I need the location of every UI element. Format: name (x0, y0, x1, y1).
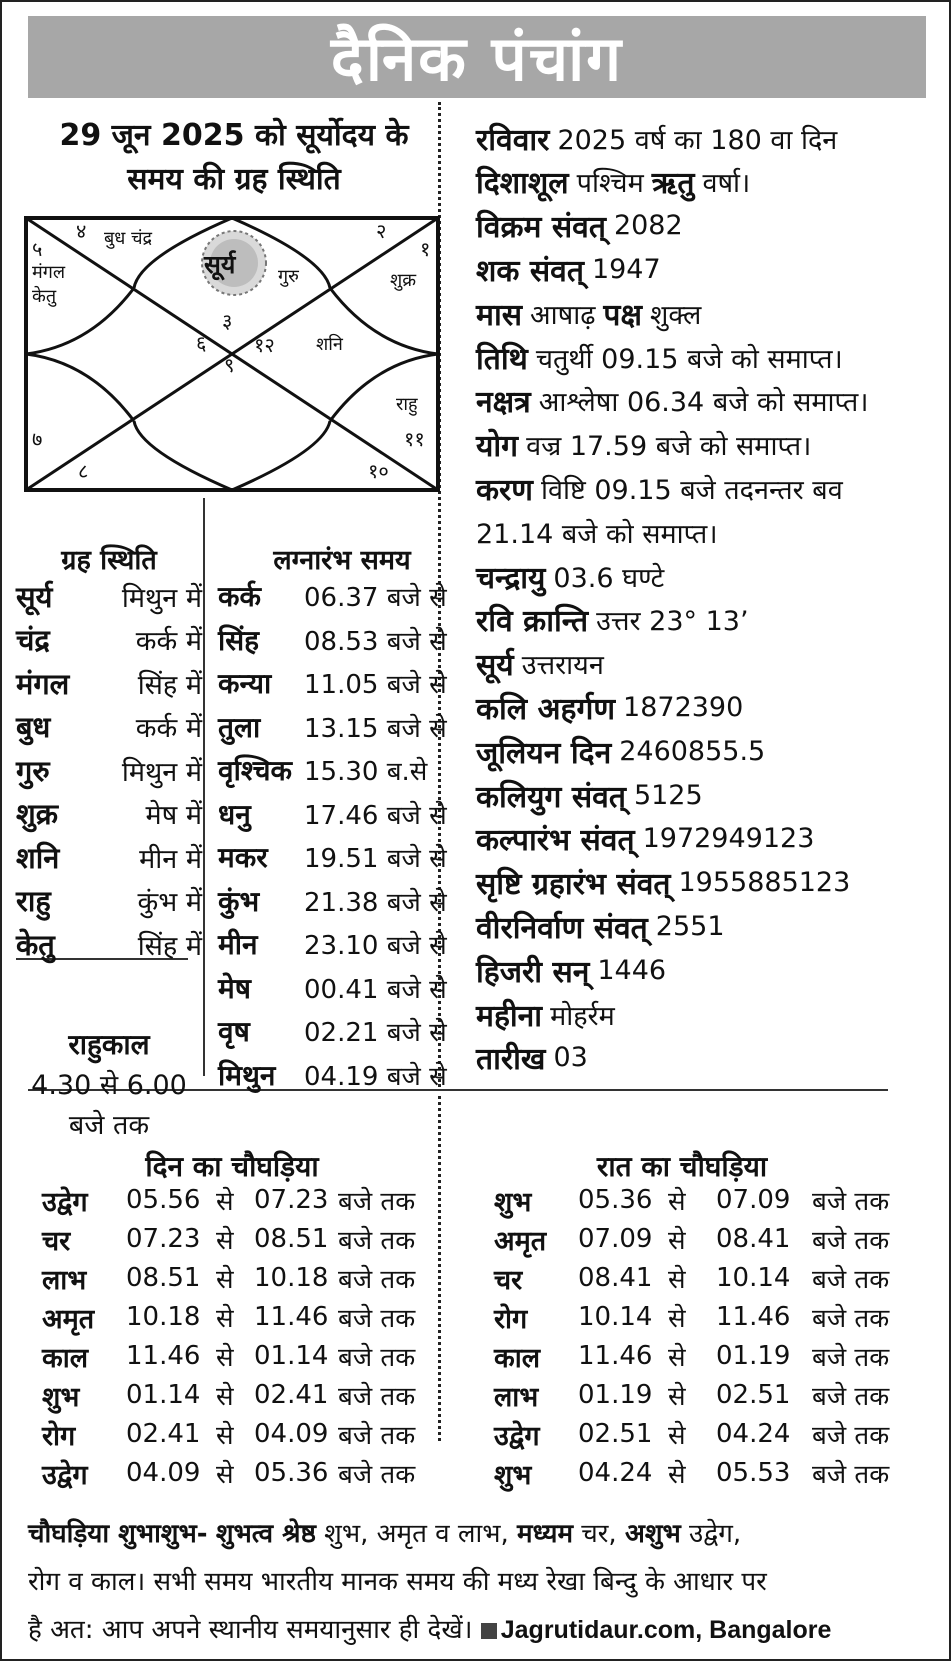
info-row (476, 465, 946, 511)
info-value: वज्र 17.59 बजे को समाप्त। (526, 431, 812, 463)
choghadiya-row (494, 1219, 889, 1259)
planet-rahu: राहु (396, 394, 418, 415)
choghadiya-till: बजे तक (338, 1343, 416, 1373)
choghadiya-till: बजे तक (812, 1265, 890, 1295)
footer-line3-text: है अत: आप अपने स्थानीय समयानुसार ही देखें। (28, 1615, 473, 1645)
choghadiya-till: बजे तक (338, 1460, 416, 1490)
info-label: करण (476, 472, 533, 508)
choghadiya-row (42, 1336, 415, 1376)
chart-heading (14, 114, 454, 202)
choghadiya-row (42, 1219, 415, 1259)
choghadiya-till: बजे तक (812, 1460, 890, 1490)
grah-sign: सिंह में (137, 930, 202, 962)
choghadiya-to: 08.41 (716, 1224, 791, 1254)
lagna-rashi: मिथुन (218, 1058, 276, 1092)
info-label: पक्ष (603, 297, 642, 333)
lagna-row (218, 922, 466, 966)
lagna-row (218, 618, 466, 662)
choghadiya-row (42, 1375, 415, 1415)
info-value: 1947 (591, 253, 661, 285)
lagna-rashi: कुंभ (218, 884, 260, 918)
lagna-row (218, 879, 466, 923)
info-row (476, 860, 946, 906)
din-choghadiya-heading: दिन का चौघड़िया (145, 1150, 319, 1183)
info-label: सृष्टि ग्रहारंभ संवत् (476, 867, 671, 903)
footer-madhyam-label: मध्यम (517, 1519, 573, 1549)
grah-planet: शनि (16, 840, 60, 875)
info-value: 5125 (633, 779, 703, 811)
choghadiya-name: काल (494, 1342, 541, 1374)
footer-note (28, 1510, 936, 1654)
info-label: दिशाशूल (476, 166, 569, 202)
info-value: उत्तरायन (521, 650, 604, 682)
info-value: 03 (553, 1042, 588, 1074)
info-value: वर्षा। (702, 168, 751, 200)
choghadiya-from: 04.09 (126, 1458, 201, 1488)
choghadiya-to: 02.51 (716, 1380, 791, 1410)
choghadiya-row (42, 1258, 415, 1298)
info-row (476, 334, 946, 380)
info-value: उत्तर 23° 13’ (596, 606, 749, 638)
house-number-11: ११ (404, 427, 425, 451)
grah-planet: चंद्र (16, 623, 50, 657)
choghadiya-till: बजे तक (338, 1382, 416, 1412)
choghadiya-se: से (668, 1304, 686, 1334)
lagna-rashi: धनु (218, 797, 251, 831)
info-row (476, 1035, 946, 1081)
info-row (476, 159, 946, 205)
page-title: दैनिक पंचांग (330, 22, 624, 95)
planet-mangal: मंगल (32, 262, 66, 283)
rahukaal-heading: राहुकाल (68, 1028, 150, 1061)
grah-sign: मीन में (139, 843, 202, 875)
lagna-time: 00.41 बजे से (304, 974, 447, 1005)
house-number-5: ५ (32, 237, 43, 261)
info-label: कलि अहर्गण (476, 691, 616, 727)
choghadiya-se: से (216, 1304, 234, 1334)
info-label: हिजरी सन् (476, 954, 590, 990)
choghadiya-till: बजे तक (812, 1382, 890, 1412)
choghadiya-to: 10.14 (716, 1263, 791, 1293)
choghadiya-se: से (216, 1226, 234, 1256)
choghadiya-till: बजे तक (812, 1421, 890, 1451)
grah-planet: सूर्य (16, 579, 53, 614)
info-value: 2460855.5 (619, 735, 766, 767)
choghadiya-till: बजे तक (338, 1304, 416, 1334)
choghadiya-se: से (216, 1343, 234, 1373)
choghadiya-row (42, 1414, 415, 1454)
choghadiya-till: बजे तक (812, 1187, 890, 1217)
lagna-row (218, 1053, 466, 1097)
kundli-petal-right (330, 288, 438, 421)
info-row (476, 422, 946, 468)
raat-choghadiya-heading: रात का चौघड़िया (596, 1150, 768, 1183)
lagna-row (218, 1009, 466, 1053)
footer-shubhatva-value: शुभ, अमृत व लाभ, (324, 1519, 509, 1549)
info-label: कल्पारंभ संवत् (476, 823, 635, 859)
choghadiya-row (494, 1375, 889, 1415)
info-row (476, 641, 946, 687)
choghadiya-name: शुभ (494, 1186, 532, 1218)
grah-planet: गुरु (16, 753, 50, 788)
info-label: वीरनिर्वाण संवत् (476, 910, 648, 946)
choghadiya-from: 11.46 (578, 1341, 653, 1371)
kundli-petal-left (26, 288, 134, 421)
footer-line1 (28, 1510, 936, 1558)
choghadiya-to: 07.23 (254, 1185, 329, 1215)
info-row (476, 772, 946, 818)
choghadiya-from: 01.19 (578, 1380, 653, 1410)
planet-budh-chandra: बुध चंद्र (104, 228, 153, 249)
choghadiya-name: उद्वेग (42, 1186, 88, 1218)
choghadiya-to: 01.14 (254, 1341, 329, 1371)
grah-sign: मिथुन में (121, 756, 202, 788)
choghadiya-to: 05.36 (254, 1458, 329, 1488)
info-value: पश्चिम (576, 168, 644, 200)
footer-label: चौघड़िया शुभाशुभ- (28, 1519, 208, 1549)
grah-sign: कुंभ में (137, 887, 202, 918)
grah-sign: मेष में (145, 800, 202, 831)
info-row (476, 903, 946, 949)
divider-left-columns (203, 498, 205, 1076)
lagna-row (218, 748, 466, 792)
lagna-rashi: मीन (218, 928, 258, 961)
info-label: नक्षत्र (476, 385, 531, 421)
lagna-row (218, 705, 466, 749)
info-row (476, 991, 946, 1037)
info-value: विष्टि 09.15 बजे तदनन्तर बव (541, 474, 843, 506)
choghadiya-se: से (668, 1382, 686, 1412)
grah-sign: कर्क में (135, 626, 202, 657)
planet-surya: सूर्य (204, 250, 236, 279)
house-number-12: १२ (254, 333, 275, 357)
info-value: मोहर्रम (550, 1000, 615, 1032)
choghadiya-from: 02.51 (578, 1419, 653, 1449)
info-value: आषाढ़ (530, 299, 596, 331)
choghadiya-from: 08.51 (126, 1263, 201, 1293)
info-row (476, 203, 946, 249)
choghadiya-from: 10.14 (578, 1302, 653, 1332)
lagna-time: 11.05 बजे से (304, 670, 447, 700)
info-label: सूर्य (476, 648, 514, 684)
planet-guru: गुरु (278, 266, 299, 287)
choghadiya-from: 10.18 (126, 1302, 201, 1332)
choghadiya-se: से (668, 1343, 686, 1373)
grah-sign: मिथुन में (121, 582, 202, 614)
info-row (476, 290, 946, 336)
lagna-row (218, 966, 466, 1010)
choghadiya-se: से (668, 1265, 686, 1295)
choghadiya-to: 04.24 (716, 1419, 791, 1449)
info-row (476, 816, 946, 862)
choghadiya-from: 04.24 (578, 1458, 653, 1488)
house-number-1: १ (420, 237, 431, 261)
info-value: 2025 वर्ष का 180 वा दिन (557, 124, 838, 156)
grah-row (16, 748, 202, 792)
info-label: विक्रम संवत् (476, 210, 606, 246)
info-row (476, 597, 946, 643)
kundli-chart (24, 216, 440, 492)
house-number-4: ४ (76, 219, 87, 243)
choghadiya-row (494, 1297, 889, 1337)
footer-shubhatva-label: शुभत्व श्रेष्ठ (215, 1519, 316, 1549)
info-value: शुक्ल (649, 299, 702, 331)
choghadiya-name: शुभ (42, 1381, 80, 1413)
grah-row (16, 574, 202, 618)
choghadiya-se: से (216, 1265, 234, 1295)
title-banner (28, 16, 926, 98)
footer-site-text: Jagrutidaur.com, Bangalore (500, 1616, 832, 1644)
choghadiya-from: 02.41 (126, 1419, 201, 1449)
footer-ashubh-label: अशुभ (624, 1519, 681, 1549)
info-value: 1972949123 (642, 823, 815, 855)
choghadiya-to: 11.46 (254, 1302, 329, 1332)
choghadiya-till: बजे तक (338, 1226, 416, 1256)
house-number-7: ७ (32, 427, 43, 451)
choghadiya-name: लाभ (42, 1264, 87, 1296)
info-label: तारीख (476, 1042, 546, 1078)
info-label: शक संवत् (476, 253, 584, 289)
info-label: तिथि (476, 341, 528, 377)
lagna-time: 04.19 बजे से (304, 1061, 447, 1092)
info-value: 1955885123 (678, 867, 851, 899)
choghadiya-to: 10.18 (254, 1263, 329, 1293)
grah-row (16, 922, 202, 966)
square-bullet-icon (481, 1623, 497, 1639)
lagna-time: 17.46 बजे से (304, 800, 447, 831)
info-value: 2082 (613, 210, 683, 242)
lagna-rashi: तुला (218, 710, 261, 744)
grah-planet: मंगल (16, 666, 70, 701)
lagna-rashi: सिंह (218, 623, 260, 657)
choghadiya-row (42, 1453, 415, 1493)
choghadiya-se: से (668, 1226, 686, 1256)
choghadiya-from: 11.46 (126, 1341, 201, 1371)
choghadiya-se: से (216, 1187, 234, 1217)
info-value: 1872390 (623, 691, 744, 723)
grah-row (16, 792, 202, 836)
info-label: कलियुग संवत् (476, 779, 626, 815)
lagna-heading: लग्नारंभ समय (273, 545, 411, 576)
lagna-rashi: वृष (218, 1015, 250, 1048)
choghadiya-till: बजे तक (812, 1304, 890, 1334)
choghadiya-se: से (216, 1421, 234, 1451)
lagna-time: 08.53 बजे से (304, 626, 447, 657)
grah-sign: सिंह में (137, 669, 202, 701)
house-number-8: ८ (78, 459, 89, 483)
choghadiya-name: उद्वेग (42, 1459, 88, 1491)
lagna-rashi: मकर (218, 841, 268, 874)
chart-heading-line1: 29 जून 2025 को सूर्योदय के (59, 118, 409, 153)
choghadiya-row (494, 1414, 889, 1454)
choghadiya-from: 08.41 (578, 1263, 653, 1293)
info-row (476, 728, 946, 774)
lagna-row (218, 792, 466, 836)
planet-shukra: शुक्र (390, 270, 417, 291)
footer-line3 (28, 1606, 936, 1654)
choghadiya-row (494, 1180, 889, 1220)
choghadiya-to: 07.09 (716, 1185, 791, 1215)
rahukaal-time: 4.30 से 6.00 (31, 1070, 187, 1101)
rahukaal-block (16, 1024, 202, 1146)
choghadiya-till: बजे तक (812, 1226, 890, 1256)
grah-sign: कर्क में (135, 713, 202, 744)
lagna-time: 15.30 ब.से (304, 757, 428, 787)
choghadiya-name: उद्वेग (494, 1420, 540, 1452)
lagna-time: 23.10 बजे से (304, 931, 447, 961)
choghadiya-from: 05.56 (126, 1185, 201, 1215)
info-value: 2551 (655, 910, 725, 942)
house-number-3: ३ (222, 309, 233, 333)
choghadiya-to: 02.41 (254, 1380, 329, 1410)
grah-planet: केतु (16, 927, 55, 962)
lagna-row (218, 661, 466, 705)
choghadiya-till: बजे तक (812, 1343, 890, 1373)
footer-madhyam-value: चर, (581, 1519, 617, 1549)
dotted-divider-bottom (438, 1096, 441, 1441)
lagna-row (218, 574, 466, 618)
choghadiya-se: से (216, 1460, 234, 1490)
kundli-petal-bottom (134, 421, 330, 490)
choghadiya-row (42, 1180, 415, 1220)
lagna-time: 06.37 बजे से (304, 583, 447, 613)
info-label: जूलियन दिन (476, 735, 612, 771)
footer-ashubh-value: उद्वेग, (689, 1519, 742, 1549)
grah-row (16, 661, 202, 705)
info-value: 1446 (597, 954, 667, 986)
choghadiya-name: चर (42, 1225, 71, 1257)
grah-row (16, 835, 202, 879)
choghadiya-name: रोग (494, 1303, 528, 1335)
lagna-time: 19.51 बजे से (304, 844, 447, 874)
choghadiya-row (494, 1336, 889, 1376)
info-label: रवि क्रान्ति (476, 604, 589, 640)
choghadiya-row (494, 1453, 889, 1493)
choghadiya-to: 05.53 (716, 1458, 791, 1488)
info-row (476, 378, 946, 424)
choghadiya-name: लाभ (494, 1381, 539, 1413)
planet-shani: शनि (316, 334, 343, 355)
choghadiya-to: 11.46 (716, 1302, 791, 1332)
info-label: रविवार (476, 122, 550, 158)
lagna-rashi: कर्क (218, 580, 262, 613)
info-row (476, 509, 946, 555)
lagna-time: 02.21 बजे से (304, 1018, 447, 1048)
choghadiya-name: अमृत (494, 1225, 547, 1257)
house-number-2: २ (376, 219, 387, 243)
info-label: योग (476, 429, 519, 465)
lagna-row (218, 835, 466, 879)
info-row (476, 115, 946, 161)
choghadiya-to: 04.09 (254, 1419, 329, 1449)
footer-line2: रोग व काल। सभी समय भारतीय मानक समय की मध्य रेखा बिन्दु के आधार पर (28, 1567, 767, 1597)
choghadiya-to: 01.19 (716, 1341, 791, 1371)
choghadiya-name: रोग (42, 1420, 76, 1452)
grah-planet: शुक्र (16, 797, 58, 831)
planet-ketu: केतु (32, 286, 57, 307)
house-number-6: ६ (196, 331, 207, 355)
choghadiya-from: 01.14 (126, 1380, 201, 1410)
info-row (476, 553, 946, 599)
choghadiya-row (494, 1258, 889, 1298)
info-value: आश्लेषा 06.34 बजे को समाप्त। (538, 387, 869, 419)
info-label: चन्द्रायु (476, 560, 546, 596)
lagna-time: 21.38 बजे से (304, 887, 447, 918)
info-value: 21.14 बजे को समाप्त। (476, 518, 718, 550)
lagna-rashi: मेष (218, 971, 251, 1005)
info-value: चतुर्थी 09.15 बजे को समाप्त। (535, 343, 843, 375)
choghadiya-till: बजे तक (338, 1187, 416, 1217)
grah-row (16, 705, 202, 749)
choghadiya-name: शुभ (494, 1459, 532, 1491)
grah-planet: राहु (16, 884, 51, 918)
choghadiya-from: 07.09 (578, 1224, 653, 1254)
lagna-rashi: कन्या (218, 667, 272, 700)
choghadiya-se: से (668, 1187, 686, 1217)
choghadiya-name: अमृत (42, 1303, 95, 1335)
house-number-9: ९ (224, 353, 235, 377)
choghadiya-till: बजे तक (338, 1421, 416, 1451)
choghadiya-from: 05.36 (578, 1185, 653, 1215)
footer-site (481, 1616, 832, 1644)
choghadiya-name: चर (494, 1264, 523, 1296)
grah-row (16, 618, 202, 662)
lagna-rashi: वृश्चिक (218, 754, 293, 787)
choghadiya-se: से (668, 1460, 686, 1490)
rahukaal-suffix: बजे तक (68, 1110, 150, 1141)
info-row (476, 684, 946, 730)
choghadiya-till: बजे तक (338, 1265, 416, 1295)
info-row (476, 246, 946, 292)
grah-sthiti-heading: ग्रह स्थिति (61, 545, 157, 576)
grah-planet: बुध (16, 710, 51, 744)
choghadiya-se: से (668, 1421, 686, 1451)
choghadiya-to: 08.51 (254, 1224, 329, 1254)
choghadiya-from: 07.23 (126, 1224, 201, 1254)
info-label: ऋतु (651, 166, 695, 202)
info-row (476, 947, 946, 993)
info-label: मास (476, 297, 522, 333)
info-value: 03.6 घण्टे (553, 562, 665, 594)
grah-row (16, 879, 202, 923)
choghadiya-row (42, 1297, 415, 1337)
lagna-time: 13.15 बजे से (304, 713, 447, 744)
info-label: महीना (476, 998, 543, 1034)
choghadiya-se: से (216, 1382, 234, 1412)
chart-heading-line2: समय की ग्रह स्थिति (127, 162, 341, 197)
choghadiya-name: काल (42, 1342, 89, 1374)
house-number-10: १० (368, 459, 389, 483)
